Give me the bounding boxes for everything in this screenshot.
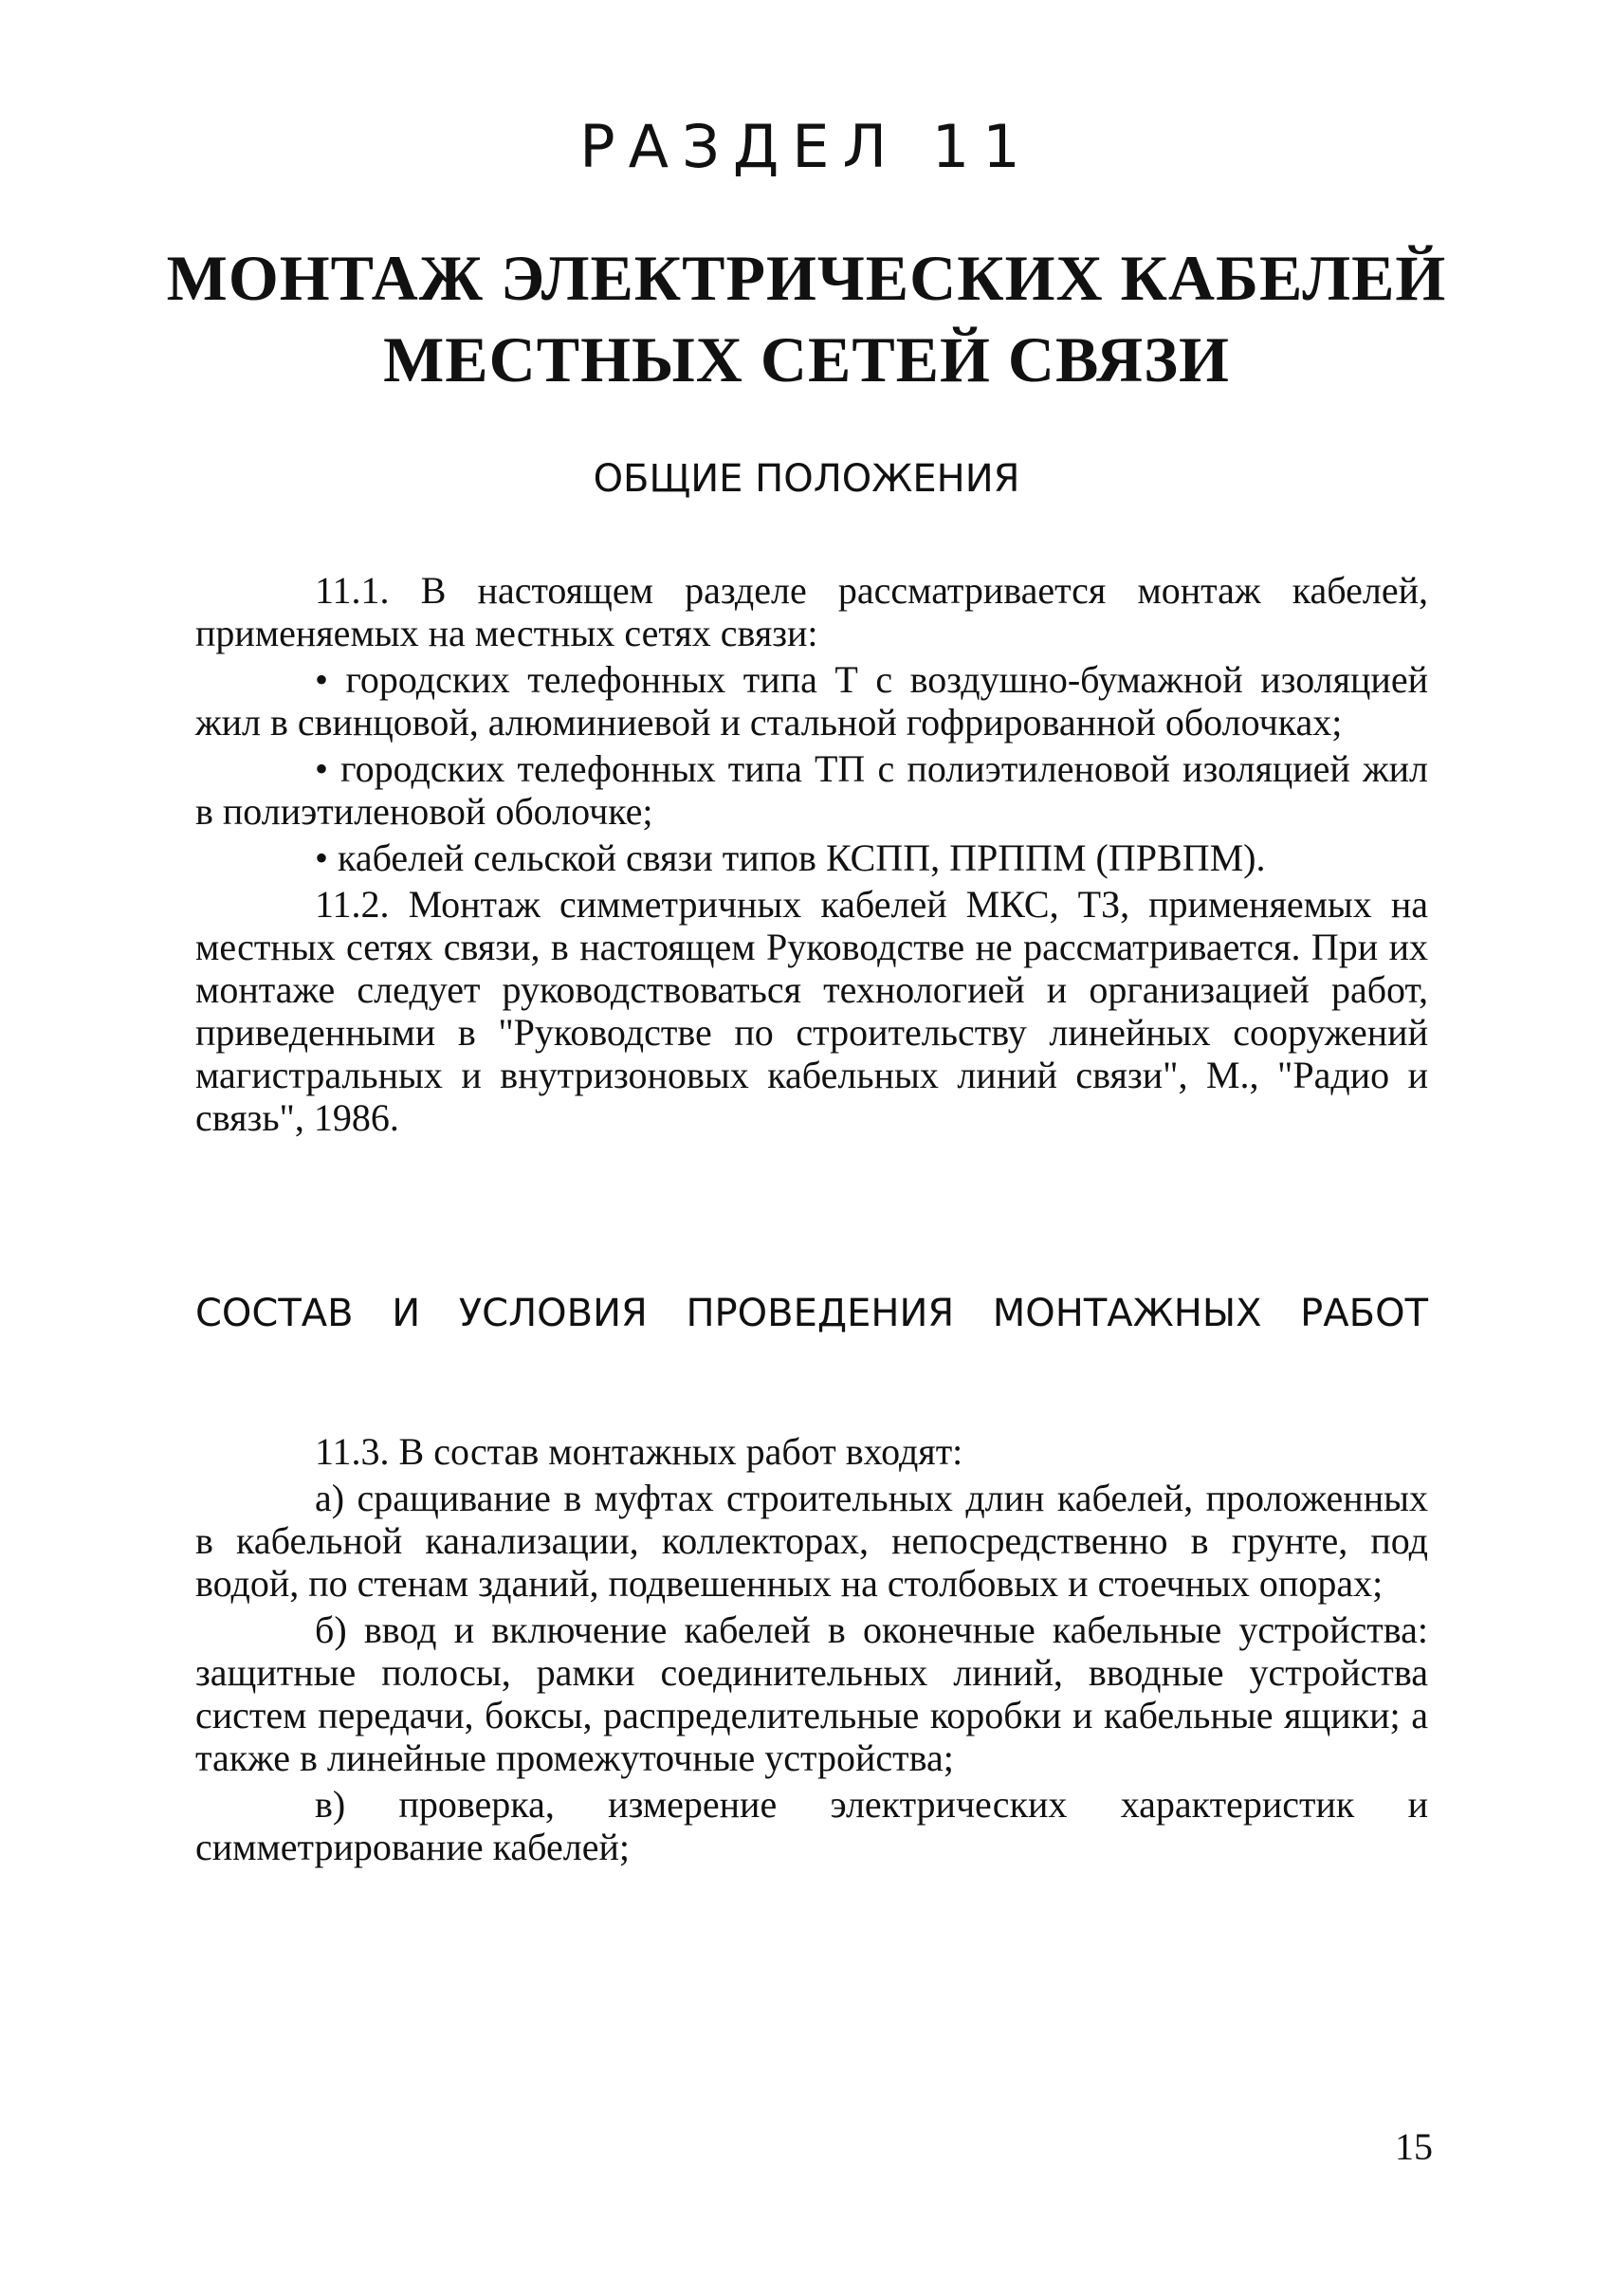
paragraph-11-2: 11.2. Монтаж симметричных кабелей МКС, ТЗ, применяемых на местных сетях связи, в настоящем Руководстве не рассматривается. При их монтаже следует руководствоваться технологией и организацией работ, приведенными в "Руководстве по строительству линейных сооружений магистральных и внутризоновых кабельных линий связи", М., "Радио и связь", 1986. — [195, 883, 1428, 1139]
paragraph-11-3: 11.3. В состав монтажных работ входят: — [315, 1430, 963, 1473]
subheading-composition: СОСТАВ И УСЛОВИЯ ПРОВЕДЕНИЯ МОНТАЖНЫХ РАБОТ — [195, 1292, 1428, 1335]
general-provisions-text — [195, 569, 1428, 1139]
bullet-item: • кабелей сельской связи типов КСПП, ПРППМ (ПРВПМ). — [315, 836, 1266, 879]
chapter-title — [0, 237, 1613, 400]
bullet-item: • городских телефонных типа ТП с полиэтиленовой изоляцией жил в полиэтиленовой оболочке; — [195, 747, 1428, 833]
subheading-general: ОБЩИЕ ПОЛОЖЕНИЯ — [593, 457, 1020, 501]
chapter-title-line-2: МЕСТНЫХ СЕТЕЙ СВЯЗИ — [383, 323, 1230, 395]
paragraph-11-1: 11.1. В настоящем разделе рассматривается монтаж кабелей, применяемых на местных сетях связи: — [195, 569, 1428, 654]
chapter-title-line-1: МОНТАЖ ЭЛЕКТРИЧЕСКИХ КАБЕЛЕЙ — [166, 242, 1447, 314]
bullet-item: • городских телефонных типа Т с воздушно-бумажной изоляцией жил в свинцовой, алюминиевой и стальной гофрированной оболочках; — [195, 658, 1428, 744]
list-item-a: а) сращивание в муфтах строительных длин кабелей, проложенных в кабельной канализации, коллекторах, непосредственно в грунте, под водой, по стенам зданий, подвешенных на столбовых и стоечных опорах; — [195, 1477, 1428, 1605]
page-number: 15 — [1395, 2125, 1433, 2168]
section-label: РАЗДЕЛ 11 — [579, 112, 1034, 181]
list-item-b: б) ввод и включение кабелей в оконечные кабельные устройства: защитные полосы, рамки соединительных линий, вводные устройства систем передачи, боксы, распределительные коробки и кабельные ящики; а также в линейные промежуточные устройства; — [195, 1608, 1428, 1779]
list-item-c: в) проверка, измерение электрических характеристик и симметрирование кабелей; — [195, 1783, 1428, 1868]
composition-text — [195, 1430, 1428, 1868]
